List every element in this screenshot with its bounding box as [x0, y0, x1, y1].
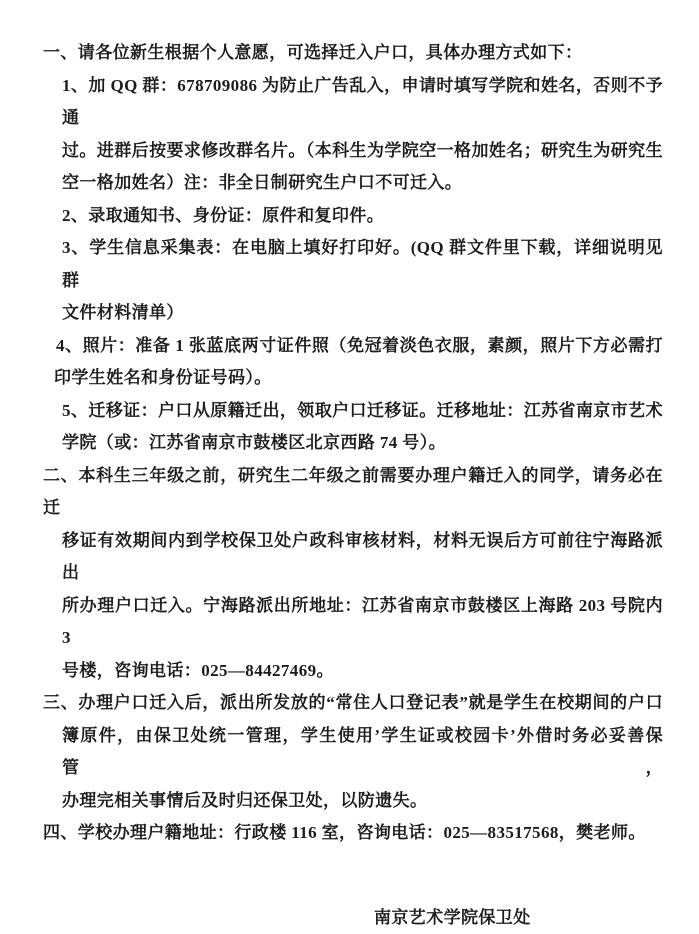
notice-line-item4: 四、学校办理户籍地址：行政楼 116 室，咨询电话：025—83517568，樊老师。: [43, 817, 663, 850]
notice-line-sub3-b: 文件材料清单）: [43, 297, 663, 330]
notice-line-item1: 一、请各位新生根据个人意愿，可选择迁入户口，具体办理方式如下：: [43, 37, 663, 70]
notice-line-item2-c: 所办理户口迁入。宁海路派出所地址：江苏省南京市鼓楼区上海路 203 号院内 3: [43, 590, 663, 655]
notice-line-item2-d: 号楼，咨询电话：025—84427469。: [43, 655, 663, 688]
notice-line-sub2: 2、录取通知书、身份证：原件和复印件。: [43, 200, 663, 233]
notice-line-item3-a: 三、办理户口迁入后，派出所发放的“常住人口登记表”就是学生在校期间的户口: [43, 687, 663, 720]
notice-line-item3-b: 簿原件，由保卫处统一管理，学生使用’学生证或校园卡’外借时务必妥善保管，: [43, 720, 663, 785]
notice-line-sub1-a: 1、加 QQ 群：678709086 为防止广告乱入，申请时填写学院和姓名，否则不予通: [43, 70, 663, 135]
notice-line-item2-b: 移证有效期间内到学校保卫处户政科审核材料，材料无误后方可前往宁海路派出: [43, 525, 663, 590]
notice-line-item2-a: 二、本科生三年级之前，研究生二年级之前需要办理户籍迁入的同学，请务必在迁: [43, 460, 663, 525]
notice-line-sub5-a: 5、迁移证：户口从原籍迁出，领取户口迁移证。迁移地址：江苏省南京市艺术: [43, 395, 663, 428]
notice-line-sub4-b: 印学生姓名和身份证号码）。: [43, 362, 663, 395]
notice-line-sub5-b: 学院（或：江苏省南京市鼓楼区北京西路 74 号）。: [43, 427, 663, 460]
notice-line-sub3-a: 3、学生信息采集表：在电脑上填好打印好。(QQ 群文件里下载，详细说明见群: [43, 232, 663, 297]
notice-line-item3-c: 办理完相关事情后及时归还保卫处，以防遗失。: [43, 785, 663, 818]
signature: 南京艺术学院保卫处: [0, 902, 699, 934]
notice-line-sub1-b: 过。进群后按要求修改群名片。（本科生为学院空一格加姓名；研究生为研究生: [43, 135, 663, 168]
notice-line-sub4-a: 4、照片：准备 1 张蓝底两寸证件照（免冠着淡色衣服，素颜，照片下方必需打: [43, 330, 663, 363]
notice-line-sub1-c: 空一格加姓名）注：非全日制研究生户口不可迁入。: [43, 167, 663, 200]
